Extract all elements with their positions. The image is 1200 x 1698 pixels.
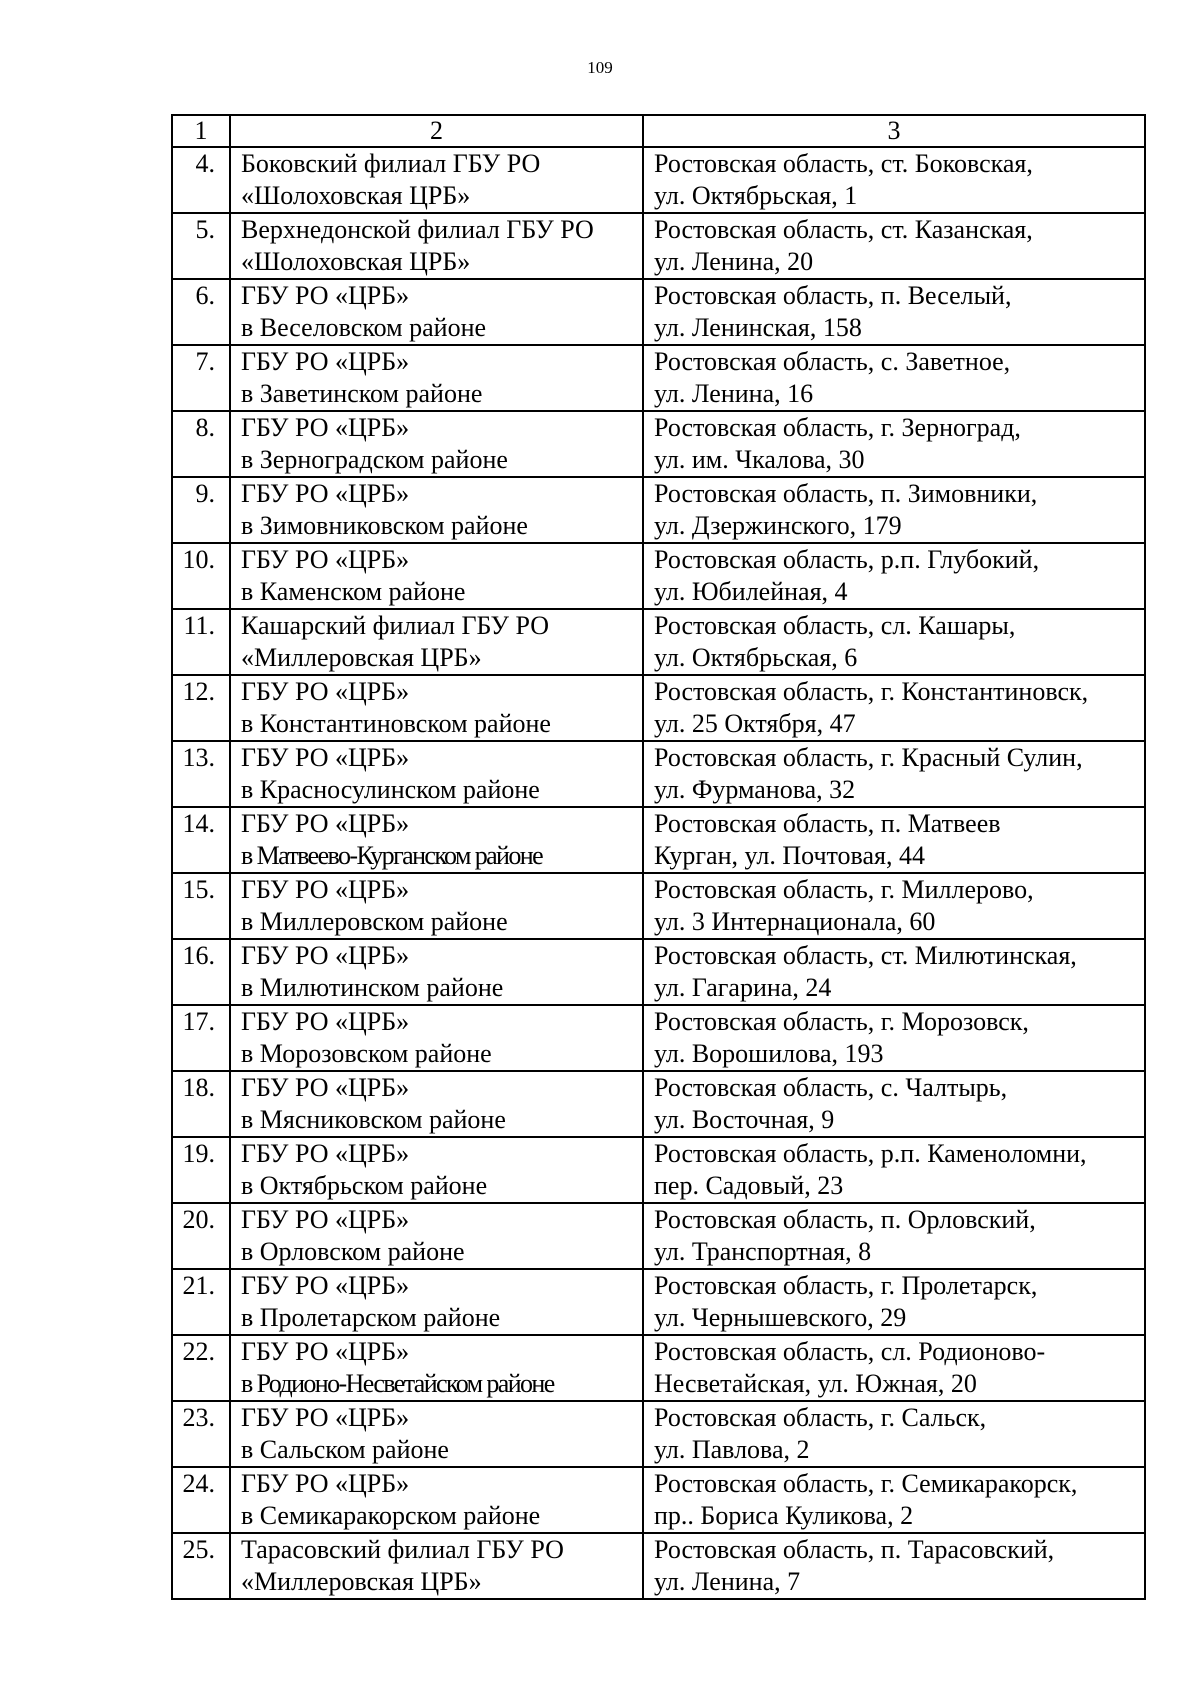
row-number: 11. <box>183 611 215 640</box>
row-number-cell <box>172 1005 230 1071</box>
address-line: ул. 25 Октября, 47 <box>654 709 856 738</box>
institution-name-cell <box>230 411 643 477</box>
institution-name-cell <box>230 1005 643 1071</box>
row-number-cell <box>172 147 230 213</box>
row-number: 17. <box>182 1007 215 1036</box>
table-row <box>172 1203 1145 1269</box>
address-line: Ростовская область, г. Семикаракорск, <box>654 1469 1078 1498</box>
institution-name-line: ГБУ РО «ЦРБ» <box>241 1271 410 1300</box>
address-cell <box>643 807 1145 873</box>
row-number-cell <box>172 1071 230 1137</box>
institution-name-cell <box>230 1401 643 1467</box>
table-row <box>172 477 1145 543</box>
table-row <box>172 543 1145 609</box>
row-number: 4. <box>195 149 215 178</box>
row-number: 22. <box>182 1337 215 1366</box>
institution-name-cell <box>230 147 643 213</box>
address-line: ул. Павлова, 2 <box>654 1435 810 1464</box>
table-row <box>172 807 1145 873</box>
address-cell <box>643 411 1145 477</box>
table-row <box>172 675 1145 741</box>
row-number: 7. <box>195 347 215 376</box>
row-number-cell <box>172 609 230 675</box>
institution-name-line: ГБУ РО «ЦРБ» <box>241 1337 410 1366</box>
address-cell <box>643 1005 1145 1071</box>
institution-name-line: в Родионо-Несветайском районе <box>241 1369 554 1398</box>
column-header-address: 3 <box>643 115 1145 147</box>
institution-name-cell <box>230 477 643 543</box>
table-row <box>172 1335 1145 1401</box>
row-number-cell <box>172 1401 230 1467</box>
institution-name-line: в Пролетарском районе <box>241 1303 501 1332</box>
institution-name-line: в Мясниковском районе <box>241 1105 506 1134</box>
address-line: Несветайская, ул. Южная, 20 <box>654 1369 977 1398</box>
row-number-cell <box>172 345 230 411</box>
address-cell <box>643 543 1145 609</box>
institution-name-cell <box>230 873 643 939</box>
row-number-cell <box>172 1533 230 1599</box>
institution-name-cell <box>230 345 643 411</box>
row-number-cell <box>172 1137 230 1203</box>
institution-name-line: в Матвеево-Курганском районе <box>241 841 543 870</box>
address-line: Ростовская область, г. Пролетарск, <box>654 1271 1038 1300</box>
institution-name-line: ГБУ РО «ЦРБ» <box>241 743 410 772</box>
row-number: 21. <box>182 1271 215 1300</box>
institution-name-cell <box>230 1203 643 1269</box>
institution-name-line: ГБУ РО «ЦРБ» <box>241 875 410 904</box>
table-row <box>172 741 1145 807</box>
table-row <box>172 609 1145 675</box>
institution-name-line: в Зерноградском районе <box>241 445 508 474</box>
address-cell <box>643 609 1145 675</box>
institution-name-line: в Заветинском районе <box>241 379 483 408</box>
address-cell <box>643 1137 1145 1203</box>
row-number: 9. <box>195 479 215 508</box>
address-cell <box>643 1467 1145 1533</box>
address-line: ул. Восточная, 9 <box>654 1105 835 1134</box>
institution-name-line: ГБУ РО «ЦРБ» <box>241 941 410 970</box>
institution-name-line: Тарасовский филиал ГБУ РО <box>241 1535 564 1564</box>
column-header-name: 2 <box>230 115 643 147</box>
institution-name-line: ГБУ РО «ЦРБ» <box>241 1073 410 1102</box>
address-line: ул. Транспортная, 8 <box>654 1237 872 1266</box>
address-cell <box>643 1335 1145 1401</box>
row-number: 5. <box>195 215 215 244</box>
row-number-cell <box>172 543 230 609</box>
row-number: 19. <box>182 1139 215 1168</box>
institution-name-line: в Зимовниковском районе <box>241 511 528 540</box>
institution-name-line: в Константиновском районе <box>241 709 551 738</box>
address-line: ул. Октябрьская, 1 <box>654 181 858 210</box>
table-row <box>172 279 1145 345</box>
institution-name-line: ГБУ РО «ЦРБ» <box>241 479 410 508</box>
address-line: ул. Октябрьская, 6 <box>654 643 858 672</box>
institution-name-line: «Шолоховская ЦРБ» <box>241 247 471 276</box>
address-line: ул. Ленина, 7 <box>654 1567 801 1596</box>
institution-name-line: в Октябрьском районе <box>241 1171 488 1200</box>
address-line: ул. Ленинская, 158 <box>654 313 862 342</box>
address-cell <box>643 279 1145 345</box>
institution-name-cell <box>230 279 643 345</box>
institution-name-line: Верхнедонской филиал ГБУ РО <box>241 215 594 244</box>
address-line: Ростовская область, сл. Кашары, <box>654 611 1016 640</box>
row-number-cell <box>172 213 230 279</box>
institution-name-line: в Сальском районе <box>241 1435 449 1464</box>
institution-name-line: в Веселовском районе <box>241 313 487 342</box>
institution-name-line: Кашарский филиал ГБУ РО <box>241 611 550 640</box>
row-number-cell <box>172 1467 230 1533</box>
row-number-cell <box>172 741 230 807</box>
institution-name-cell <box>230 1335 643 1401</box>
institution-name-line: ГБУ РО «ЦРБ» <box>241 677 410 706</box>
address-cell <box>643 1401 1145 1467</box>
address-line: Ростовская область, п. Веселый, <box>654 281 1012 310</box>
address-cell <box>643 345 1145 411</box>
institution-name-cell <box>230 1137 643 1203</box>
table-row <box>172 1467 1145 1533</box>
page-number: 109 <box>587 58 613 77</box>
address-line: Ростовская область, ст. Боковская, <box>654 149 1033 178</box>
address-line: Ростовская область, п. Матвеев <box>654 809 1001 838</box>
row-number-cell <box>172 807 230 873</box>
institution-name-cell <box>230 1269 643 1335</box>
institutions-table <box>171 114 1146 1600</box>
institution-name-line: в Семикаракорском районе <box>241 1501 541 1530</box>
address-cell <box>643 213 1145 279</box>
institution-name-cell <box>230 807 643 873</box>
address-line: Ростовская область, с. Заветное, <box>654 347 1011 376</box>
institution-name-line: ГБУ РО «ЦРБ» <box>241 1205 410 1234</box>
address-line: ул. Гагарина, 24 <box>654 973 832 1002</box>
table-row <box>172 1401 1145 1467</box>
address-line: ул. Ленина, 20 <box>654 247 814 276</box>
row-number: 20. <box>182 1205 215 1234</box>
address-line: Ростовская область, г. Зерноград, <box>654 413 1021 442</box>
institution-name-line: в Каменском районе <box>241 577 466 606</box>
address-cell <box>643 1533 1145 1599</box>
institution-name-line: ГБУ РО «ЦРБ» <box>241 809 410 838</box>
row-number: 25. <box>182 1535 215 1564</box>
institution-name-line: ГБУ РО «ЦРБ» <box>241 347 410 376</box>
institution-name-line: в Орловском районе <box>241 1237 465 1266</box>
address-cell <box>643 873 1145 939</box>
row-number: 10. <box>182 545 215 574</box>
table-row <box>172 213 1145 279</box>
institution-name-cell <box>230 1071 643 1137</box>
institution-name-line: «Миллеровская ЦРБ» <box>241 643 482 672</box>
address-cell <box>643 741 1145 807</box>
row-number-cell <box>172 279 230 345</box>
address-line: ул. им. Чкалова, 30 <box>654 445 865 474</box>
institution-name-line: ГБУ РО «ЦРБ» <box>241 281 410 310</box>
address-line: Ростовская область, г. Сальск, <box>654 1403 987 1432</box>
address-line: Ростовская область, г. Морозовск, <box>654 1007 1029 1036</box>
row-number-cell <box>172 873 230 939</box>
table-row <box>172 147 1145 213</box>
row-number-cell <box>172 1335 230 1401</box>
address-cell <box>643 939 1145 1005</box>
row-number-cell <box>172 675 230 741</box>
address-line: ул. Ленина, 16 <box>654 379 814 408</box>
row-number: 6. <box>195 281 215 310</box>
table-row <box>172 1071 1145 1137</box>
address-line: Ростовская область, п. Зимовники, <box>654 479 1038 508</box>
institution-name-line: в Красносулинском районе <box>241 775 540 804</box>
institution-name-line: ГБУ РО «ЦРБ» <box>241 1469 410 1498</box>
address-cell <box>643 477 1145 543</box>
institution-name-line: Боковский филиал ГБУ РО <box>241 149 541 178</box>
institution-name-cell <box>230 741 643 807</box>
institution-name-cell <box>230 1467 643 1533</box>
table-row <box>172 1533 1145 1599</box>
table-row <box>172 873 1145 939</box>
row-number-cell <box>172 411 230 477</box>
address-line: Ростовская область, р.п. Каменоломни, <box>654 1139 1087 1168</box>
address-cell <box>643 675 1145 741</box>
institution-name-line: ГБУ РО «ЦРБ» <box>241 1403 410 1432</box>
institution-name-line: «Миллеровская ЦРБ» <box>241 1567 482 1596</box>
institution-name-cell <box>230 675 643 741</box>
address-line: Ростовская область, п. Тарасовский, <box>654 1535 1055 1564</box>
row-number: 14. <box>182 809 215 838</box>
address-line: Ростовская область, ст. Милютинская, <box>654 941 1077 970</box>
institution-name-cell <box>230 543 643 609</box>
address-line: Ростовская область, с. Чалтырь, <box>654 1073 1008 1102</box>
table-header-row <box>172 115 1145 147</box>
address-cell <box>643 1203 1145 1269</box>
row-number: 15. <box>182 875 215 904</box>
table-row <box>172 939 1145 1005</box>
institution-name-line: ГБУ РО «ЦРБ» <box>241 413 410 442</box>
institution-name-cell <box>230 213 643 279</box>
address-line: ул. 3 Интернационала, 60 <box>654 907 936 936</box>
institution-name-line: в Милютинском районе <box>241 973 504 1002</box>
address-cell <box>643 147 1145 213</box>
row-number: 16. <box>182 941 215 970</box>
row-number: 23. <box>182 1403 215 1432</box>
address-line: пр.. Бориса Куликова, 2 <box>654 1501 914 1530</box>
table-row <box>172 411 1145 477</box>
address-line: ул. Чернышевского, 29 <box>654 1303 907 1332</box>
institution-name-line: ГБУ РО «ЦРБ» <box>241 1139 410 1168</box>
table-row <box>172 345 1145 411</box>
address-line: ул. Дзержинского, 179 <box>654 511 902 540</box>
row-number: 13. <box>182 743 215 772</box>
address-line: Ростовская область, сл. Родионово- <box>654 1337 1046 1366</box>
table-row <box>172 1005 1145 1071</box>
address-line: пер. Садовый, 23 <box>654 1171 844 1200</box>
row-number: 8. <box>195 413 215 442</box>
table-row <box>172 1269 1145 1335</box>
row-number-cell <box>172 477 230 543</box>
institution-name-line: ГБУ РО «ЦРБ» <box>241 1007 410 1036</box>
address-line: ул. Юбилейная, 4 <box>654 577 848 606</box>
address-line: ул. Фурманова, 32 <box>654 775 856 804</box>
row-number: 18. <box>182 1073 215 1102</box>
column-header-number: 1 <box>172 115 230 147</box>
institution-name-line: ГБУ РО «ЦРБ» <box>241 545 410 574</box>
row-number-cell <box>172 1203 230 1269</box>
address-cell <box>643 1269 1145 1335</box>
institution-name-line: «Шолоховская ЦРБ» <box>241 181 471 210</box>
address-line: ул. Ворошилова, 193 <box>654 1039 884 1068</box>
row-number-cell <box>172 1269 230 1335</box>
address-line: Ростовская область, г. Миллерово, <box>654 875 1034 904</box>
address-line: Ростовская область, ст. Казанская, <box>654 215 1033 244</box>
address-line: Ростовская область, р.п. Глубокий, <box>654 545 1040 574</box>
table-row <box>172 1137 1145 1203</box>
row-number-cell <box>172 939 230 1005</box>
address-line: Курган, ул. Почтовая, 44 <box>654 841 925 870</box>
institution-name-line: в Миллеровском районе <box>241 907 508 936</box>
address-cell <box>643 1071 1145 1137</box>
address-line: Ростовская область, г. Константиновск, <box>654 677 1089 706</box>
address-line: Ростовская область, г. Красный Сулин, <box>654 743 1083 772</box>
institution-name-line: в Морозовском районе <box>241 1039 492 1068</box>
institution-name-cell <box>230 609 643 675</box>
row-number: 12. <box>182 677 215 706</box>
row-number: 24. <box>182 1469 215 1498</box>
institution-name-cell <box>230 1533 643 1599</box>
institution-name-cell <box>230 939 643 1005</box>
address-line: Ростовская область, п. Орловский, <box>654 1205 1036 1234</box>
